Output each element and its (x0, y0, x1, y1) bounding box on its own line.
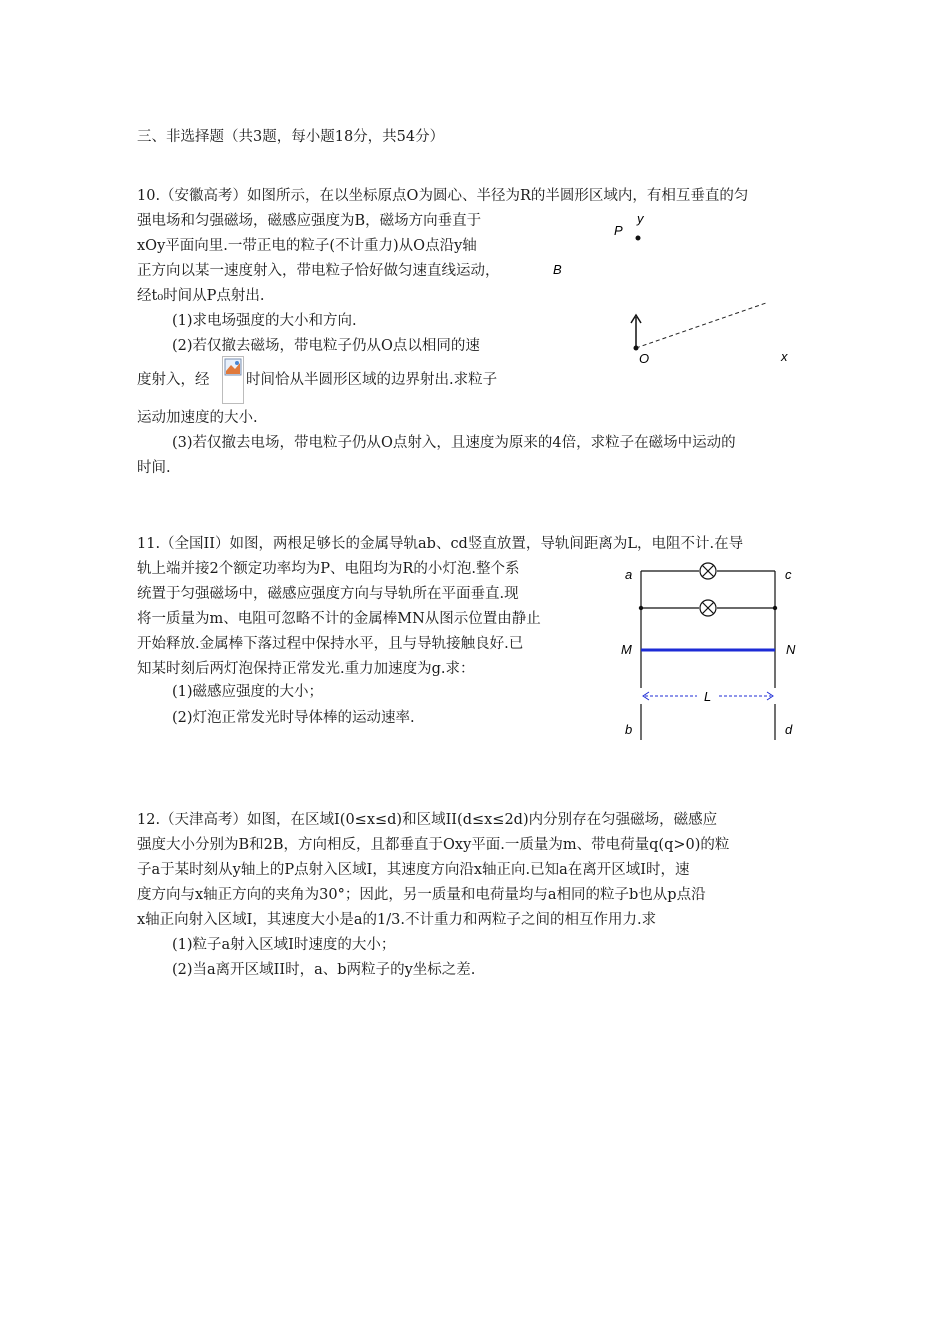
label-M: M (621, 642, 632, 657)
q10-sub-3: (3)若仅撤去电场，带电粒子仍从O点射入，且速度为原来的4倍，求粒子在磁场中运动的 (172, 435, 736, 451)
lamp-1-icon (700, 563, 716, 579)
q11-sub-2: (2)灯泡正常发光时导体棒的运动速率. (172, 710, 415, 726)
q10-line-8a: 度射入，经 (137, 372, 210, 388)
q12-line-5: x轴正向射入区域I，其速度大小是a的1/3.不计重力和两粒子之间的相互作用力.求 (137, 912, 657, 928)
q12-sub-1: (1)粒子a射入区域I时速度的大小； (172, 937, 396, 953)
label-y: y (637, 211, 644, 226)
point-P (636, 236, 641, 241)
broken-image-icon (223, 357, 243, 377)
label-P: P (614, 223, 623, 238)
q12-line-4: 度方向与x轴正方向的夹角为30°；因此，另一质量和电荷量均与a相同的粒子b也从p点沿 (137, 887, 706, 903)
q10-sub-1: (1)求电场强度的大小和方向. (172, 313, 357, 329)
label-N: N (786, 642, 796, 657)
dashed-line (636, 303, 766, 348)
label-a: a (625, 567, 633, 582)
section-header: 三、非选择题（共3题，每小题18分，共54分） (137, 129, 445, 145)
q11-sub-1: (1)磁感应强度的大小； (172, 684, 324, 700)
q10-line-1: 10.（安徽高考）如图所示，在以坐标原点O为圆心、半径为R的半圆形区域内，有相互垂直的匀 (137, 188, 749, 204)
label-B: B (553, 262, 562, 277)
q10-line-2: 强电场和匀强磁场，磁感应强度为B，磁场方向垂直于 (137, 213, 482, 229)
q11-line-1: 11.（全国II）如图，两根足够长的金属导轨ab、cd竖直放置，导轨间距离为L，电阻不计.在导 (137, 536, 744, 552)
q11-line-5: 开始释放.金属棒下落过程中保持水平，且与导轨接触良好.已 (137, 636, 524, 652)
lamp-2-icon (700, 600, 716, 616)
q11-line-2: 轨上端并接2个额定功率均为P、电阻均为R的小灯泡.整个系 (137, 561, 520, 577)
q10-sub-2: (2)若仅撤去磁场，带电粒子仍从O点以相同的速 (172, 338, 480, 354)
q10-line-4: 正方向以某一速度射入，带电粒子恰好做匀速直线运动， (137, 263, 500, 279)
formula-image-placeholder (222, 356, 244, 404)
q11-line-6: 知某时刻后两灯泡保持正常发光.重力加速度为g.求： (137, 661, 475, 677)
q10-line-3: xOy平面向里.一带正电的粒子(不计重力)从O点沿y轴 (137, 238, 477, 254)
q11-figure (615, 558, 810, 743)
label-b: b (625, 722, 633, 737)
label-c: c (785, 567, 792, 582)
label-O: O (639, 351, 650, 366)
label-x: x (781, 349, 788, 364)
q12-line-2: 强度大小分别为B和2B，方向相反，且都垂直于Oxy平面.一质量为m、带电荷量q(q>0)的粒 (137, 837, 730, 853)
label-d: d (785, 722, 793, 737)
label-L: L (704, 689, 712, 704)
q11-line-3: 统置于匀强磁场中，磁感应强度方向与导轨所在平面垂直.现 (137, 586, 519, 602)
q12-line-1: 12.（天津高考）如图，在区域I(0≤x≤d)和区域II(d≤x≤2d)内分别存在匀强磁场，磁感应 (137, 812, 718, 828)
q10-line-8b: 时间恰从半圆形区域的边界射出.求粒子 (246, 372, 498, 388)
q10-line-9: 运动加速度的大小. (137, 410, 258, 426)
q10-line-11: 时间. (137, 460, 171, 476)
q10-figure (550, 205, 810, 375)
q12-line-3: 子a于某时刻从y轴上的P点射入区域I，其速度方向沿x轴正向.已知a在离开区域I时，速 (137, 862, 690, 878)
point-O (634, 346, 639, 351)
q10-line-5: 经t₀时间从P点射出. (137, 288, 265, 304)
q11-line-4: 将一质量为m、电阻可忽略不计的金属棒MN从图示位置由静止 (137, 611, 541, 627)
q12-sub-2: (2)当a离开区域II时，a、b两粒子的y坐标之差. (172, 962, 476, 978)
